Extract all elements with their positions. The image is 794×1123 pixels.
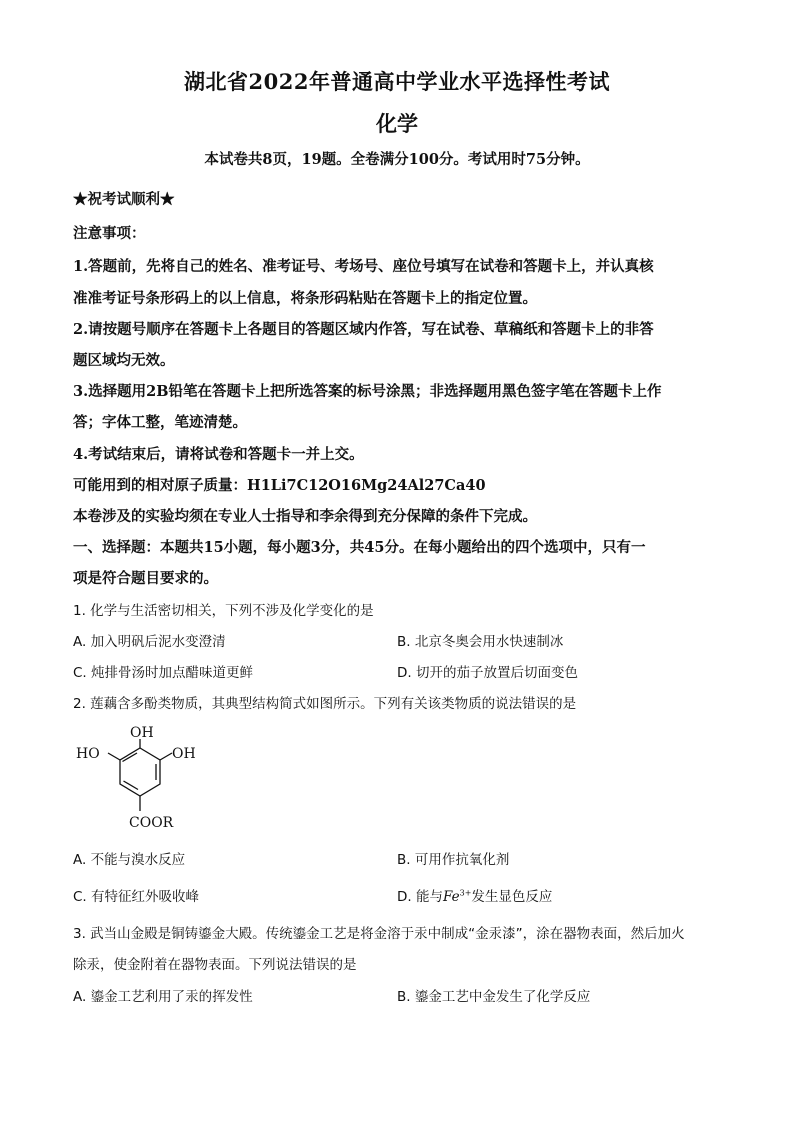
q3-option-a: A. 鎏金工艺利用了汞的挥发性 [73,989,253,1005]
notes-heading: 注意事项： [73,225,146,242]
iron-ion-charge: 3+ [459,888,472,898]
q3-stem-line1: 3. 武当山金殿是铜铸鎏金大殿。传统鎏金工艺是将金溶于汞中制成“金汞漆”，涂在器物表面，然后加火 [73,926,685,942]
q1-option-b: B. 北京冬奥会用水快速制冰 [397,634,564,650]
note-1b: 准准考证号条形码上的以上信息，将条形码粘贴在答题卡上的指定位置。 [73,290,537,307]
right-hydroxyl-label: OH [172,746,196,762]
polyphenol-structure-diagram [70,725,210,835]
q1-option-c: C. 炖排骨汤时加点醋味道更鲜 [73,665,254,681]
q2-option-d [397,885,552,905]
note-3b: 答；字体工整，笔迹清楚。 [73,414,247,431]
ester-group-label: COOR [129,815,174,831]
greeting: ★祝考试顺利★ [73,191,175,208]
bond-left [108,753,120,760]
note-1a: 1.答题前，先将自己的姓名、准考证号、考场号、座位号填写在试卷和答题卡上，并认真核 [73,258,654,275]
q1-option-a: A. 加入明矾后泥水变澄清 [73,634,226,650]
left-hydroxyl-label: HO [76,746,100,762]
q1-option-d: D. 切开的茄子放置后切面变色 [397,665,578,681]
bond-right [160,753,172,760]
q2-option-a: A. 不能与溴水反应 [73,852,186,868]
q2-option-d-prefix: D. 能与 [397,889,443,905]
atomic-mass-line: 可能用到的相对原子质量：H1Li7C12O16Mg24Al27Ca40 [73,477,486,494]
note-2b: 题区域均无效。 [73,352,175,369]
exam-title: 湖北省2022年普通高中学业水平选择性考试 [184,69,610,94]
q3-option-b: B. 鎏金工艺中金发生了化学反应 [397,989,591,1005]
note-3a: 3.选择题用2B铅笔在答题卡上把所选答案的标号涂黑；非选择题用黑色签字笔在答题卡上作 [73,383,662,400]
q2-stem: 2. 莲藕含多酚类物质，其典型结构简式如图所示。下列有关该类物质的说法错误的是 [73,696,577,712]
q2-option-c: C. 有特征红外吸收峰 [73,889,200,905]
q3-stem-line2: 除汞，使金附着在器物表面。下列说法错误的是 [73,957,357,973]
exam-info: 本试卷共8页，19题。全卷满分100分。考试用时75分钟。 [204,151,590,168]
q1-stem: 1. 化学与生活密切相关，下列不涉及化学变化的是 [73,603,374,619]
q2-option-b: B. 可用作抗氧化剂 [397,852,510,868]
subject-title: 化学 [376,111,418,136]
note-4: 4.考试结束后，请将试卷和答题卡一并上交。 [73,446,364,463]
note-2a: 2.请按题号顺序在答题卡上各题目的答题区域内作答，写在试卷、草稿纸和答题卡上的非答 [73,321,654,338]
benzene-ring [120,748,160,796]
q2-option-d-suffix: 发生显色反应 [471,889,553,905]
top-hydroxyl-label: OH [130,725,154,741]
section1-line1: 一、选择题：本题共15小题，每小题3分，共45分。在每小题给出的四个选项中，只有一 [73,539,646,556]
ring-double-bond [124,781,139,790]
section1-line2: 项是符合题目要求的。 [73,570,218,587]
safety-line: 本卷涉及的实验均须在专业人士指导和李余得到充分保障的条件下完成。 [73,508,537,525]
iron-ion-formula: $Fe^{3+}$ [442,888,472,905]
